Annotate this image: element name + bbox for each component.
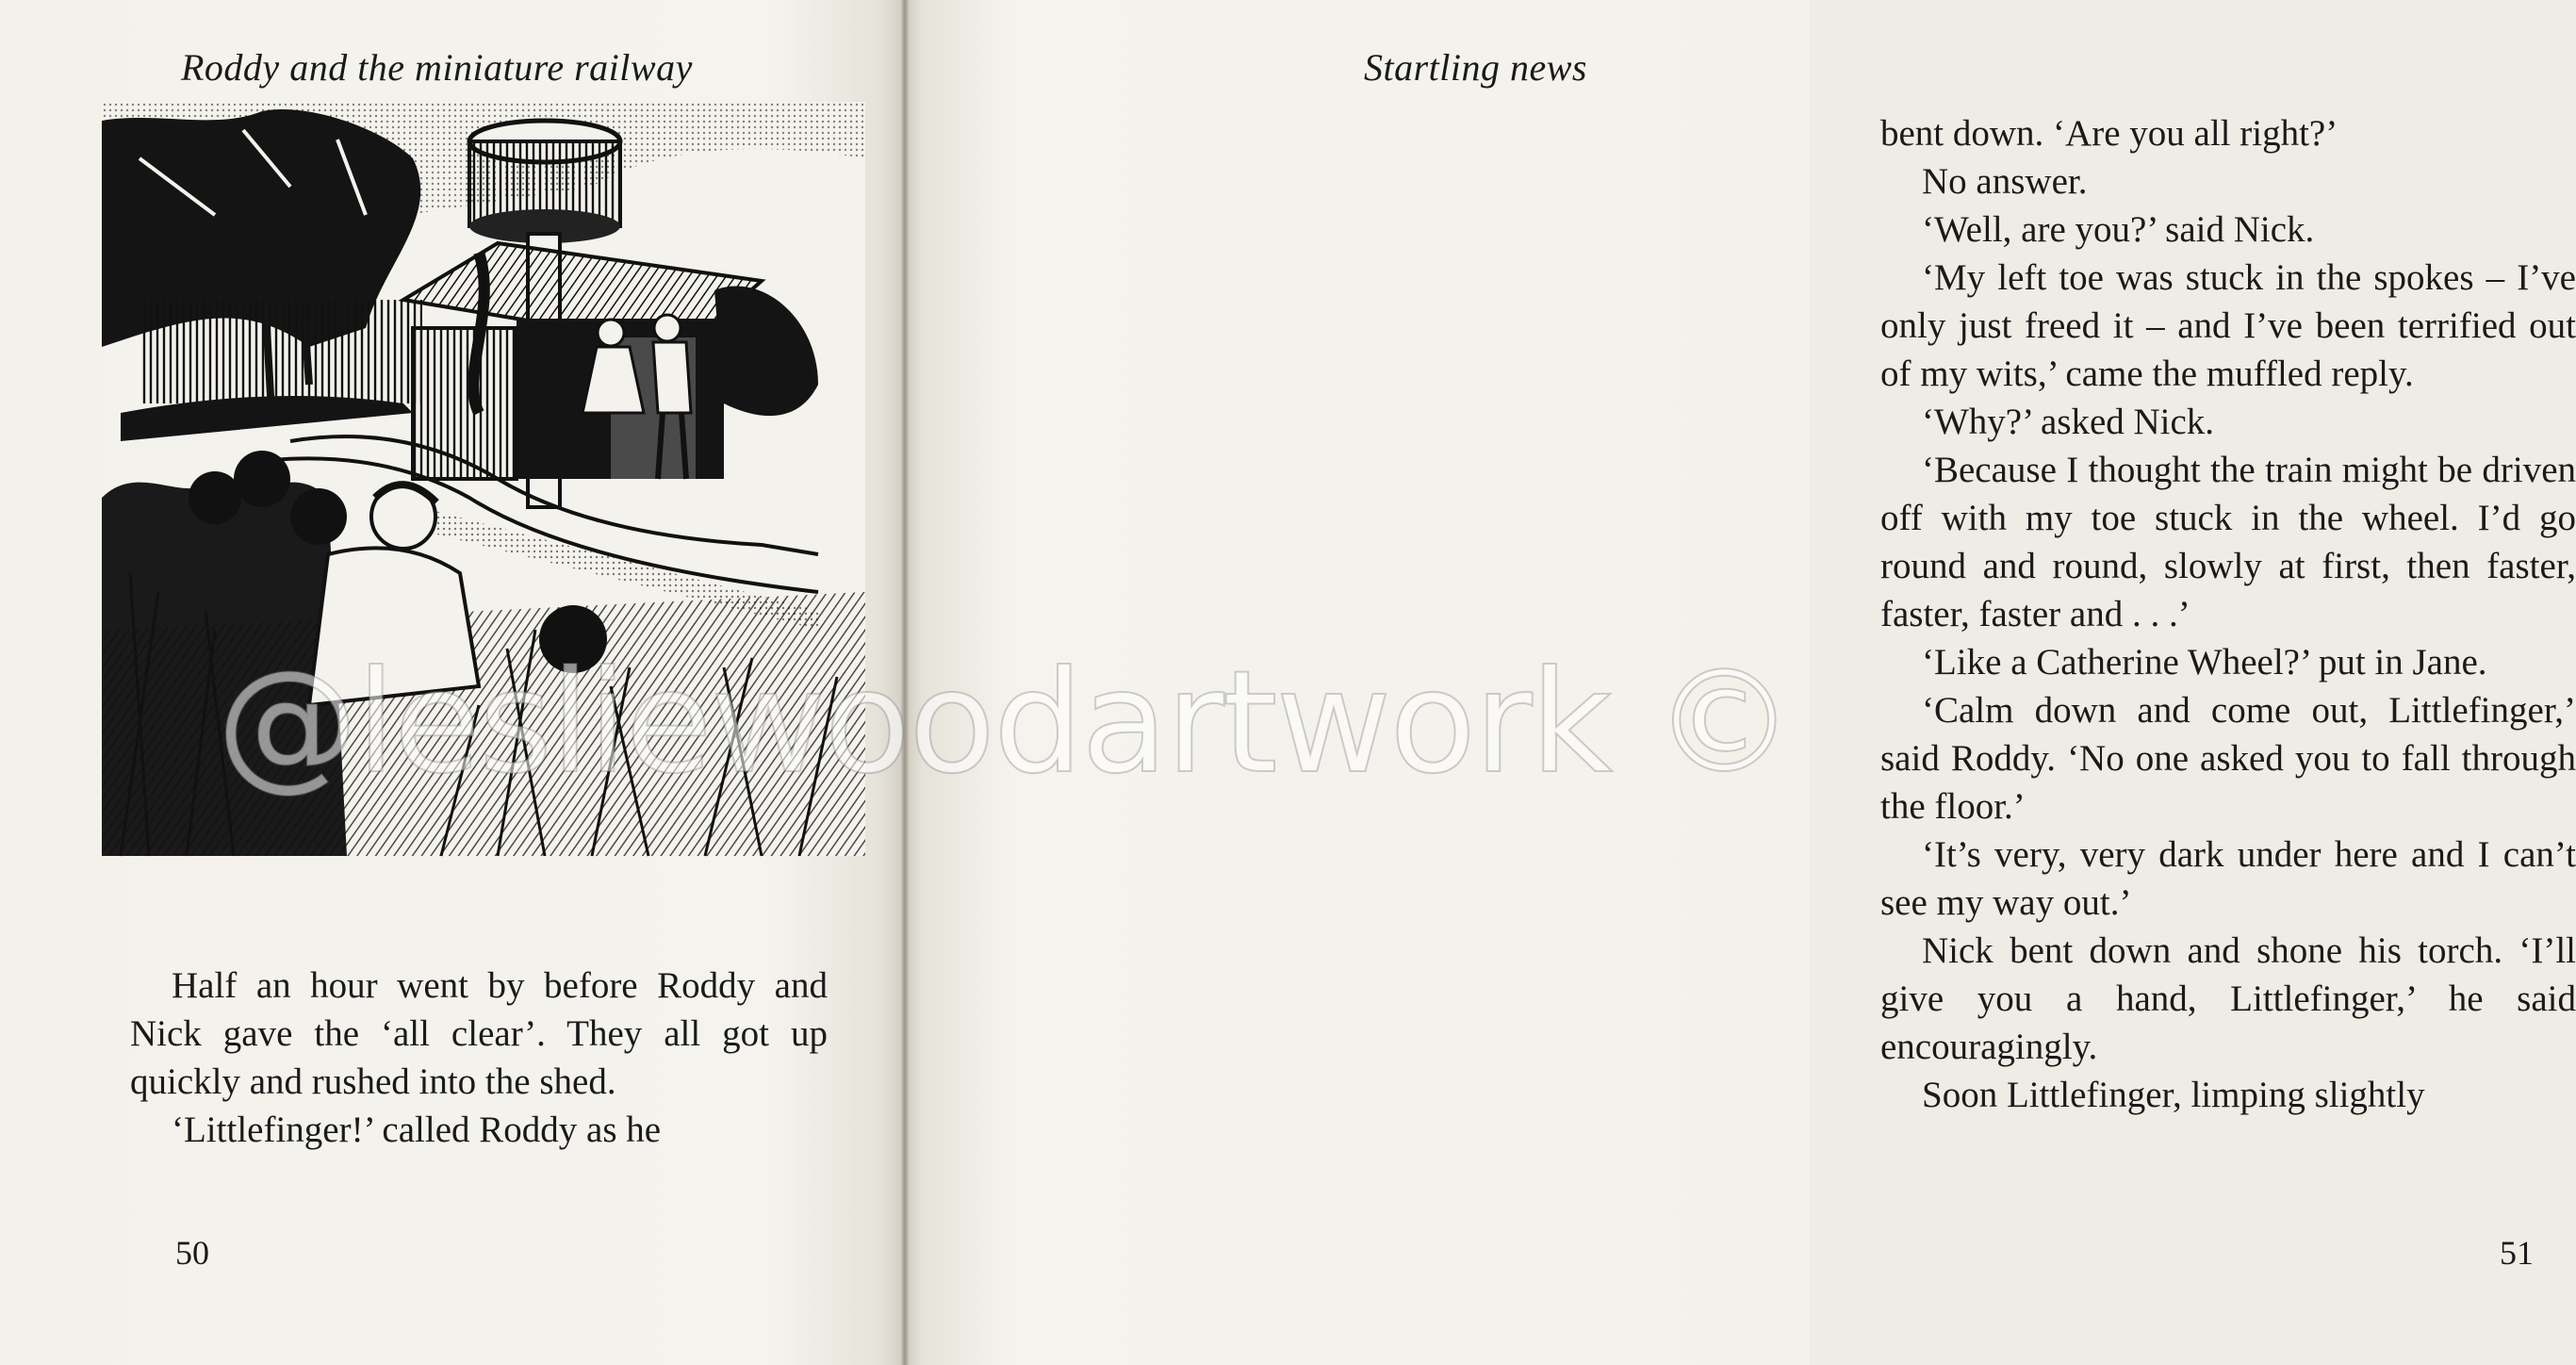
left-page bbox=[0, 0, 905, 1365]
running-head-left: Roddy and the miniature railway bbox=[181, 46, 693, 89]
paragraph: No answer. bbox=[1922, 161, 2088, 202]
paragraph: ‘Littlefinger!’ called Roddy as he bbox=[172, 1110, 662, 1150]
paragraph: ‘My left toe was stuck in the spokes – I’ve only just freed it – and I’ve been terrified out of my wits,’ came the muffled reply. bbox=[1880, 257, 2576, 394]
right-body-text bbox=[1880, 109, 2576, 1119]
watermark: @lesliewoodartwork © bbox=[217, 641, 1794, 805]
paragraph: Soon Littlefinger, limping slightly bbox=[1922, 1075, 2425, 1115]
paragraph: ‘Well, are you?’ said Nick. bbox=[1922, 209, 2315, 250]
paragraph: Half an hour went by before Roddy and Nick gave the ‘all clear’. They all got up quickly and rushed into the shed. bbox=[130, 965, 828, 1102]
right-page bbox=[905, 0, 2576, 1365]
page-number-right: 51 bbox=[2500, 1234, 2534, 1272]
paragraph: Nick bent down and shone his torch. ‘I’ll give you a hand, Littlefinger,’ he said encouragingly. bbox=[1880, 930, 2576, 1067]
railway-shed-illustration bbox=[102, 102, 865, 856]
paragraph: ‘Because I thought the train might be driven off with my toe stuck in the wheel. I’d go round and round, slowly at first, then faster, faster, faster and . . .’ bbox=[1880, 450, 2576, 634]
book-gutter bbox=[901, 0, 909, 1365]
paragraph: ‘Like a Catherine Wheel?’ put in Jane. bbox=[1922, 642, 2487, 682]
paragraph: bent down. ‘Are you all right?’ bbox=[1880, 113, 2338, 154]
running-head-right: Startling news bbox=[1363, 46, 1587, 89]
left-body-text bbox=[130, 962, 828, 1154]
paragraph: ‘Why?’ asked Nick. bbox=[1922, 402, 2215, 442]
paragraph: ‘Calm down and come out, Littlefinger,’ said Roddy. ‘No one asked you to fall through the floor.’ bbox=[1880, 690, 2576, 827]
page-number-left: 50 bbox=[175, 1234, 209, 1272]
paragraph: ‘It’s very, very dark under here and I can’t see my way out.’ bbox=[1880, 834, 2576, 923]
